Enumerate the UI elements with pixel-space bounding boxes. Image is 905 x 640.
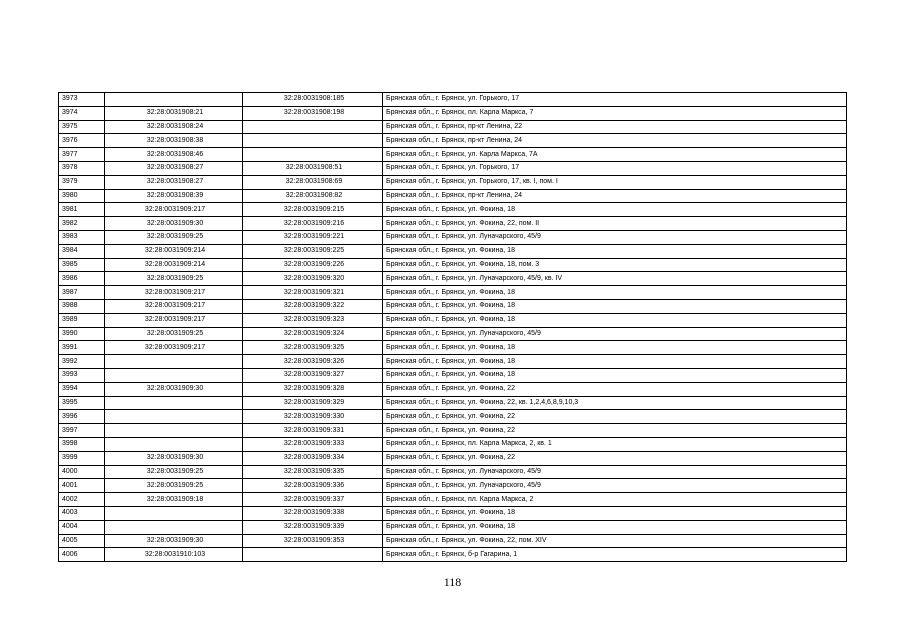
address-cell: Брянская обл., г. Брянск, ул. Фокина, 22, пом. II	[383, 217, 847, 231]
land-cadastral-number-cell	[105, 520, 243, 534]
object-cadastral-number-cell: 32:28:0031909:225	[243, 244, 383, 258]
object-cadastral-number-cell: 32:28:0031909:329	[243, 396, 383, 410]
land-cadastral-number-cell: 32:28:0031909:25	[105, 272, 243, 286]
address-cell: Брянская обл., г. Брянск, ул. Фокина, 18	[383, 244, 847, 258]
table-row	[59, 396, 847, 410]
land-cadastral-number-cell: 32:28:0031908:27	[105, 175, 243, 189]
row-number-cell: 4000	[59, 465, 105, 479]
land-cadastral-number-cell: 32:28:0031909:18	[105, 493, 243, 507]
object-cadastral-number-cell: 32:28:0031909:335	[243, 465, 383, 479]
land-cadastral-number-cell: 32:28:0031908:24	[105, 120, 243, 134]
table-row	[59, 548, 847, 562]
table-row	[59, 534, 847, 548]
row-number-cell: 3993	[59, 368, 105, 382]
land-cadastral-number-cell	[105, 506, 243, 520]
object-cadastral-number-cell: 32:28:0031909:328	[243, 382, 383, 396]
address-cell: Брянская обл., г. Брянск, ул. Фокина, 18	[383, 203, 847, 217]
address-cell: Брянская обл., г. Брянск, пр-кт Ленина, 24	[383, 189, 847, 203]
land-cadastral-number-cell	[105, 396, 243, 410]
object-cadastral-number-cell: 32:28:0031908:185	[243, 93, 383, 107]
table-row	[59, 437, 847, 451]
land-cadastral-number-cell: 32:28:0031909:30	[105, 451, 243, 465]
address-cell: Брянская обл., г. Брянск, пр-кт Ленина, 24	[383, 134, 847, 148]
table-row	[59, 368, 847, 382]
table-row	[59, 203, 847, 217]
object-cadastral-number-cell: 32:28:0031909:353	[243, 534, 383, 548]
address-cell: Брянская обл., г. Брянск, ул. Фокина, 18	[383, 520, 847, 534]
table-row	[59, 175, 847, 189]
table-row	[59, 410, 847, 424]
object-cadastral-number-cell: 32:28:0031909:320	[243, 272, 383, 286]
land-cadastral-number-cell: 32:28:0031909:30	[105, 217, 243, 231]
table-row	[59, 120, 847, 134]
address-cell: Брянская обл., г. Брянск, ул. Луначарского, 45/9	[383, 327, 847, 341]
address-cell: Брянская обл., г. Брянск, пл. Карла Маркса, 2, кв. 1	[383, 437, 847, 451]
object-cadastral-number-cell: 32:28:0031909:331	[243, 424, 383, 438]
object-cadastral-number-cell: 32:28:0031909:323	[243, 313, 383, 327]
object-cadastral-number-cell: 32:28:0031909:325	[243, 341, 383, 355]
table-row	[59, 272, 847, 286]
table-row	[59, 299, 847, 313]
table-row	[59, 230, 847, 244]
row-number-cell: 4004	[59, 520, 105, 534]
land-cadastral-number-cell: 32:28:0031909:217	[105, 286, 243, 300]
row-number-cell: 3975	[59, 120, 105, 134]
land-cadastral-number-cell: 32:28:0031909:30	[105, 534, 243, 548]
object-cadastral-number-cell: 32:28:0031909:338	[243, 506, 383, 520]
table-row	[59, 134, 847, 148]
land-cadastral-number-cell: 32:28:0031908:27	[105, 161, 243, 175]
object-cadastral-number-cell: 32:28:0031909:321	[243, 286, 383, 300]
address-cell: Брянская обл., г. Брянск, ул. Луначарского, 45/9	[383, 230, 847, 244]
land-cadastral-number-cell: 32:28:0031908:38	[105, 134, 243, 148]
address-cell: Брянская обл., г. Брянск, ул. Горького, 17, кв. I, пом. I	[383, 175, 847, 189]
table-row	[59, 355, 847, 369]
row-number-cell: 3996	[59, 410, 105, 424]
address-cell: Брянская обл., г. Брянск, ул. Горького, 17	[383, 93, 847, 107]
table-row	[59, 244, 847, 258]
row-number-cell: 3983	[59, 230, 105, 244]
row-number-cell: 4002	[59, 493, 105, 507]
row-number-cell: 3976	[59, 134, 105, 148]
land-cadastral-number-cell: 32:28:0031908:46	[105, 148, 243, 162]
row-number-cell: 3989	[59, 313, 105, 327]
land-cadastral-number-cell: 32:28:0031909:25	[105, 465, 243, 479]
land-cadastral-number-cell: 32:28:0031909:217	[105, 203, 243, 217]
land-cadastral-number-cell: 32:28:0031909:217	[105, 313, 243, 327]
registry-table-body	[59, 93, 847, 562]
address-cell: Брянская обл., г. Брянск, ул. Фокина, 22	[383, 424, 847, 438]
address-cell: Брянская обл., г. Брянск, ул. Луначарского, 45/9, кв. IV	[383, 272, 847, 286]
address-cell: Брянская обл., г. Брянск, ул. Луначарского, 45/9	[383, 465, 847, 479]
address-cell: Брянская обл., г. Брянск, ул. Горького, 17	[383, 161, 847, 175]
page-number: 118	[443, 575, 462, 589]
row-number-cell: 3987	[59, 286, 105, 300]
object-cadastral-number-cell: 32:28:0031909:333	[243, 437, 383, 451]
table-row	[59, 106, 847, 120]
table-row	[59, 520, 847, 534]
land-cadastral-number-cell	[105, 437, 243, 451]
land-cadastral-number-cell	[105, 355, 243, 369]
row-number-cell: 3980	[59, 189, 105, 203]
row-number-cell: 3994	[59, 382, 105, 396]
table-row	[59, 313, 847, 327]
address-cell: Брянская обл., г. Брянск, ул. Фокина, 22, кв. 1,2,4,6,8,9,10,3	[383, 396, 847, 410]
row-number-cell: 3990	[59, 327, 105, 341]
table-row	[59, 506, 847, 520]
land-cadastral-number-cell: 32:28:0031908:39	[105, 189, 243, 203]
object-cadastral-number-cell	[243, 120, 383, 134]
table-row	[59, 382, 847, 396]
object-cadastral-number-cell: 32:28:0031909:326	[243, 355, 383, 369]
land-cadastral-number-cell	[105, 410, 243, 424]
row-number-cell: 3991	[59, 341, 105, 355]
address-cell: Брянская обл., г. Брянск, ул. Фокина, 22	[383, 382, 847, 396]
table-row	[59, 451, 847, 465]
land-cadastral-number-cell: 32:28:0031909:214	[105, 258, 243, 272]
address-cell: Брянская обл., г. Брянск, ул. Фокина, 18	[383, 355, 847, 369]
address-cell: Брянская обл., г. Брянск, ул. Фокина, 18	[383, 313, 847, 327]
land-cadastral-number-cell: 32:28:0031908:21	[105, 106, 243, 120]
row-number-cell: 3978	[59, 161, 105, 175]
address-cell: Брянская обл., г. Брянск, ул. Фокина, 22	[383, 410, 847, 424]
land-cadastral-number-cell: 32:28:0031909:30	[105, 382, 243, 396]
row-number-cell: 3979	[59, 175, 105, 189]
land-cadastral-number-cell	[105, 93, 243, 107]
table-row	[59, 148, 847, 162]
object-cadastral-number-cell: 32:28:0031909:334	[243, 451, 383, 465]
object-cadastral-number-cell: 32:28:0031909:226	[243, 258, 383, 272]
row-number-cell: 3984	[59, 244, 105, 258]
address-cell: Брянская обл., г. Брянск, ул. Фокина, 18	[383, 368, 847, 382]
table-row	[59, 327, 847, 341]
row-number-cell: 4006	[59, 548, 105, 562]
object-cadastral-number-cell: 32:28:0031909:324	[243, 327, 383, 341]
object-cadastral-number-cell: 32:28:0031909:339	[243, 520, 383, 534]
table-row	[59, 93, 847, 107]
row-number-cell: 3995	[59, 396, 105, 410]
row-number-cell: 3999	[59, 451, 105, 465]
table-row	[59, 493, 847, 507]
object-cadastral-number-cell: 32:28:0031908:82	[243, 189, 383, 203]
address-cell: Брянская обл., г. Брянск, б-р Гагарина, 1	[383, 548, 847, 562]
table-row	[59, 341, 847, 355]
row-number-cell: 4005	[59, 534, 105, 548]
address-cell: Брянская обл., г. Брянск, ул. Фокина, 22, пом. XIV	[383, 534, 847, 548]
object-cadastral-number-cell: 32:28:0031909:336	[243, 479, 383, 493]
address-cell: Брянская обл., г. Брянск, ул. Карла Маркса, 7А	[383, 148, 847, 162]
object-cadastral-number-cell	[243, 148, 383, 162]
address-cell: Брянская обл., г. Брянск, пл. Карла Маркса, 7	[383, 106, 847, 120]
address-cell: Брянская обл., г. Брянск, пл. Карла Маркса, 2	[383, 493, 847, 507]
table-row	[59, 479, 847, 493]
row-number-cell: 3992	[59, 355, 105, 369]
row-number-cell: 3982	[59, 217, 105, 231]
row-number-cell: 3977	[59, 148, 105, 162]
object-cadastral-number-cell: 32:28:0031908:198	[243, 106, 383, 120]
row-number-cell: 3988	[59, 299, 105, 313]
table-row	[59, 424, 847, 438]
land-cadastral-number-cell: 32:28:0031909:217	[105, 341, 243, 355]
address-cell: Брянская обл., г. Брянск, ул. Фокина, 18	[383, 286, 847, 300]
land-cadastral-number-cell: 32:28:0031909:214	[105, 244, 243, 258]
table-row	[59, 189, 847, 203]
row-number-cell: 3998	[59, 437, 105, 451]
object-cadastral-number-cell: 32:28:0031909:327	[243, 368, 383, 382]
address-cell: Брянская обл., г. Брянск, ул. Фокина, 18, пом. 3	[383, 258, 847, 272]
object-cadastral-number-cell: 32:28:0031908:69	[243, 175, 383, 189]
table-row	[59, 217, 847, 231]
land-cadastral-number-cell	[105, 368, 243, 382]
land-cadastral-number-cell: 32:28:0031909:25	[105, 327, 243, 341]
object-cadastral-number-cell	[243, 548, 383, 562]
row-number-cell: 3973	[59, 93, 105, 107]
object-cadastral-number-cell: 32:28:0031908:51	[243, 161, 383, 175]
object-cadastral-number-cell: 32:28:0031909:330	[243, 410, 383, 424]
table-row	[59, 286, 847, 300]
registry-table	[58, 92, 847, 562]
row-number-cell: 3997	[59, 424, 105, 438]
address-cell: Брянская обл., г. Брянск, ул. Фокина, 22	[383, 451, 847, 465]
land-cadastral-number-cell	[105, 424, 243, 438]
row-number-cell: 4003	[59, 506, 105, 520]
address-cell: Брянская обл., г. Брянск, ул. Фокина, 18	[383, 299, 847, 313]
row-number-cell: 4001	[59, 479, 105, 493]
land-cadastral-number-cell: 32:28:0031909:217	[105, 299, 243, 313]
land-cadastral-number-cell: 32:28:0031910:103	[105, 548, 243, 562]
object-cadastral-number-cell: 32:28:0031909:337	[243, 493, 383, 507]
table-row	[59, 258, 847, 272]
object-cadastral-number-cell: 32:28:0031909:221	[243, 230, 383, 244]
row-number-cell: 3986	[59, 272, 105, 286]
object-cadastral-number-cell: 32:28:0031909:215	[243, 203, 383, 217]
object-cadastral-number-cell: 32:28:0031909:322	[243, 299, 383, 313]
object-cadastral-number-cell: 32:28:0031909:216	[243, 217, 383, 231]
land-cadastral-number-cell: 32:28:0031909:25	[105, 479, 243, 493]
row-number-cell: 3974	[59, 106, 105, 120]
address-cell: Брянская обл., г. Брянск, ул. Фокина, 18	[383, 341, 847, 355]
address-cell: Брянская обл., г. Брянск, ул. Фокина, 18	[383, 506, 847, 520]
land-cadastral-number-cell: 32:28:0031909:25	[105, 230, 243, 244]
row-number-cell: 3981	[59, 203, 105, 217]
table-row	[59, 465, 847, 479]
address-cell: Брянская обл., г. Брянск, ул. Луначарского, 45/9	[383, 479, 847, 493]
table-row	[59, 161, 847, 175]
object-cadastral-number-cell	[243, 134, 383, 148]
row-number-cell: 3985	[59, 258, 105, 272]
address-cell: Брянская обл., г. Брянск, пр-кт Ленина, 22	[383, 120, 847, 134]
